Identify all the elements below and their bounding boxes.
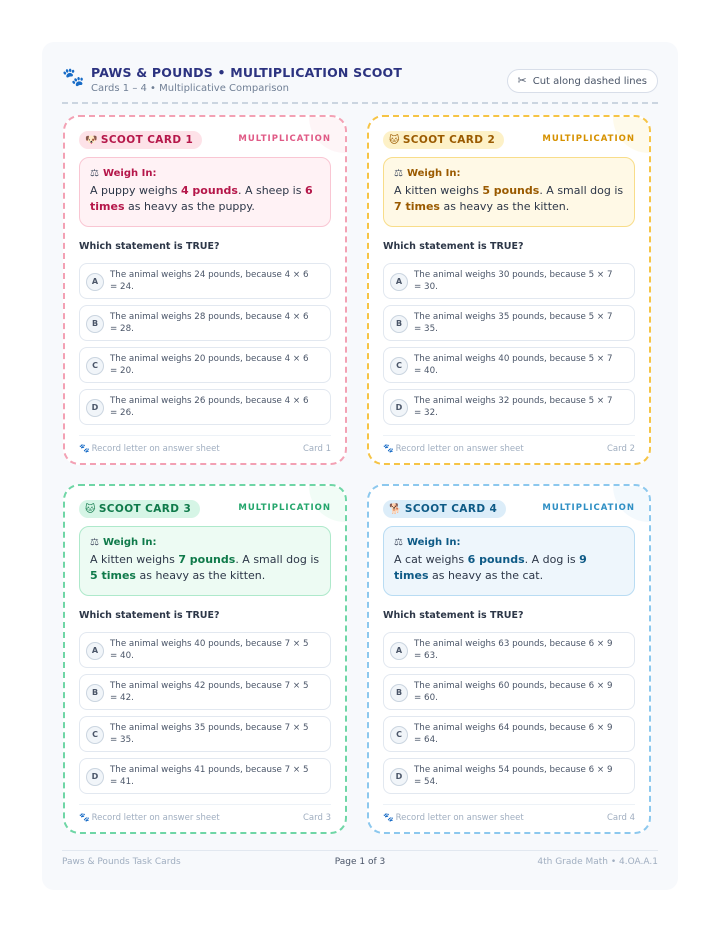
card-number: Card 1 — [303, 444, 331, 454]
option-text: The animal weighs 54 pounds, because 6 × 9 = 54. — [414, 765, 613, 787]
card-label-pill — [79, 131, 202, 149]
question-prompt: Which statement is TRUE? — [79, 610, 220, 621]
option-letter: C — [86, 726, 104, 744]
option-letter: A — [86, 642, 104, 660]
problem-text: . A small dog is — [539, 184, 624, 197]
answer-option-b[interactable] — [383, 305, 635, 341]
option-text: The animal weighs 26 pounds, because 4 × 6 = 26. — [110, 396, 309, 418]
answer-option-a[interactable] — [383, 632, 635, 668]
paw-prints-icon: 🐾 — [62, 67, 85, 88]
problem-text: as heavy as the kitten. — [135, 569, 266, 582]
card-number: Card 4 — [607, 813, 635, 823]
weigh-in-title — [90, 168, 320, 179]
problem-highlight: 6 pounds — [467, 553, 525, 566]
card-label: SCOOT CARD 2 — [402, 134, 496, 146]
option-letter: B — [390, 315, 408, 333]
card-type: MULTIPLICATION — [238, 503, 331, 513]
weigh-in-problem — [90, 183, 320, 215]
option-letter: C — [390, 726, 408, 744]
weigh-in-label: Weigh In: — [102, 537, 157, 548]
option-letter: A — [86, 273, 104, 291]
record-instruction — [79, 444, 220, 454]
weigh-in-label: Weigh In: — [406, 168, 461, 179]
answer-option-c[interactable] — [383, 716, 635, 752]
question-prompt: Which statement is TRUE? — [383, 610, 524, 621]
problem-text: A cat weighs — [394, 553, 468, 566]
record-instruction-text: Record letter on answer sheet — [395, 444, 524, 454]
answer-option-d[interactable] — [79, 389, 331, 425]
card-type: MULTIPLICATION — [542, 134, 635, 144]
option-text: The animal weighs 63 pounds, because 6 × 9 = 63. — [414, 639, 613, 661]
record-instruction-text: Record letter on answer sheet — [91, 444, 220, 454]
problem-text: A kitten weighs — [394, 184, 483, 197]
card-type: MULTIPLICATION — [238, 134, 331, 144]
weigh-in-box — [383, 526, 635, 596]
paw-icon: 🐾 — [383, 813, 394, 823]
worksheet-page — [42, 42, 678, 890]
problem-text: . A small dog is — [235, 553, 320, 566]
weigh-in-box — [383, 157, 635, 227]
header-divider — [62, 102, 658, 104]
option-text: The animal weighs 60 pounds, because 6 × 9 = 60. — [414, 681, 613, 703]
page-subtitle: Cards 1 – 4 • Multiplicative Comparison — [91, 83, 289, 94]
option-text: The animal weighs 28 pounds, because 4 × 6 = 28. — [110, 312, 309, 334]
page-number: Page 1 of 3 — [334, 857, 386, 867]
scoot-card-2 — [367, 115, 651, 465]
weigh-in-title — [394, 537, 624, 548]
option-text: The animal weighs 24 pounds, because 4 × 6 = 24. — [110, 270, 309, 292]
scale-icon: ⚖ — [394, 537, 403, 548]
card-label: SCOOT CARD 3 — [98, 503, 192, 515]
question-prompt: Which statement is TRUE? — [79, 241, 220, 252]
answer-option-a[interactable] — [383, 263, 635, 299]
answer-option-a[interactable] — [79, 632, 331, 668]
card-header — [79, 500, 331, 520]
option-text: The animal weighs 40 pounds, because 5 × 7 = 40. — [414, 354, 613, 376]
card-label-pill — [383, 131, 504, 149]
option-text: The animal weighs 41 pounds, because 7 × 5 = 41. — [110, 765, 309, 787]
weigh-in-title — [394, 168, 624, 179]
answer-option-d[interactable] — [383, 389, 635, 425]
option-letter: B — [86, 315, 104, 333]
answer-option-b[interactable] — [79, 674, 331, 710]
card-footer — [79, 804, 331, 827]
problem-highlight: 4 pounds — [180, 184, 238, 197]
scale-icon: ⚖ — [90, 168, 99, 179]
footer-standard: 4th Grade Math • 4.OA.A.1 — [537, 857, 658, 867]
card-number: Card 2 — [607, 444, 635, 454]
card-label: SCOOT CARD 1 — [100, 134, 194, 146]
option-text: The animal weighs 35 pounds, because 7 × 5 = 35. — [110, 723, 309, 745]
problem-text: . A sheep is — [237, 184, 305, 197]
paw-icon: 🐾 — [79, 813, 90, 823]
page-header — [62, 64, 658, 104]
scissors-icon: ✂ — [517, 74, 527, 87]
scale-icon: ⚖ — [394, 168, 403, 179]
option-text: The animal weighs 20 pounds, because 4 × 6 = 20. — [110, 354, 309, 376]
answer-option-d[interactable] — [79, 758, 331, 794]
pet-icon: 🐕 — [389, 504, 402, 515]
problem-text: as heavy as the kitten. — [439, 200, 570, 213]
footer-left-text: Paws & Pounds Task Cards — [62, 857, 181, 867]
question-prompt: Which statement is TRUE? — [383, 241, 524, 252]
record-instruction-text: Record letter on answer sheet — [395, 813, 524, 823]
option-text: The animal weighs 30 pounds, because 5 × 7 = 30. — [414, 270, 613, 292]
option-letter: A — [390, 642, 408, 660]
problem-highlight: 5 times — [90, 569, 136, 582]
weigh-in-box — [79, 526, 331, 596]
pet-icon: 🐱 — [85, 504, 96, 515]
scale-icon: ⚖ — [90, 537, 99, 548]
problem-text: A puppy weighs — [90, 184, 181, 197]
answer-option-c[interactable] — [79, 347, 331, 383]
problem-highlight: 6 times — [90, 184, 313, 213]
option-letter: D — [390, 399, 408, 417]
answer-option-c[interactable] — [79, 716, 331, 752]
weigh-in-title — [90, 537, 320, 548]
weigh-in-box — [79, 157, 331, 227]
answer-option-b[interactable] — [79, 305, 331, 341]
option-letter: D — [86, 399, 104, 417]
card-footer — [383, 435, 635, 458]
answer-option-d[interactable] — [383, 758, 635, 794]
record-instruction — [383, 444, 524, 454]
option-letter: D — [86, 768, 104, 786]
card-type: MULTIPLICATION — [542, 503, 635, 513]
problem-text: as heavy as the cat. — [428, 569, 544, 582]
record-instruction — [383, 813, 524, 823]
scoot-card-1 — [63, 115, 347, 465]
option-text: The animal weighs 64 pounds, because 6 × 9 = 64. — [414, 723, 613, 745]
card-header — [383, 500, 635, 520]
answer-option-a[interactable] — [79, 263, 331, 299]
option-letter: C — [390, 357, 408, 375]
weigh-in-problem — [394, 183, 624, 215]
scoot-card-3 — [63, 484, 347, 834]
option-text: The animal weighs 42 pounds, because 7 × 5 = 42. — [110, 681, 309, 703]
problem-text: . A dog is — [524, 553, 580, 566]
option-letter: B — [86, 684, 104, 702]
paw-icon: 🐾 — [383, 444, 394, 454]
problem-highlight: 9 times — [394, 553, 587, 582]
problem-text: as heavy as the puppy. — [124, 200, 255, 213]
card-label-pill — [383, 500, 506, 518]
card-label: SCOOT CARD 4 — [404, 503, 498, 515]
card-footer — [79, 435, 331, 458]
weigh-in-problem — [90, 552, 320, 584]
weigh-in-problem — [394, 552, 624, 584]
option-letter: D — [390, 768, 408, 786]
cut-label: Cut along dashed lines — [532, 76, 647, 87]
card-label-pill — [79, 500, 200, 518]
problem-highlight: 7 pounds — [178, 553, 236, 566]
problem-highlight: 7 times — [394, 200, 440, 213]
paw-icon: 🐾 — [79, 444, 90, 454]
cut-instructions-badge — [507, 69, 659, 93]
record-instruction — [79, 813, 220, 823]
option-text: The animal weighs 35 pounds, because 5 × 7 = 35. — [414, 312, 613, 334]
scoot-card-4 — [367, 484, 651, 834]
answer-option-b[interactable] — [383, 674, 635, 710]
page-title: PAWS & POUNDS • MULTIPLICATION SCOOT — [91, 65, 403, 80]
card-header — [383, 131, 635, 151]
page-footer — [62, 850, 658, 871]
record-instruction-text: Record letter on answer sheet — [91, 813, 220, 823]
problem-text: A kitten weighs — [90, 553, 179, 566]
problem-highlight: 5 pounds — [482, 184, 540, 197]
option-text: The animal weighs 40 pounds, because 7 × 5 = 40. — [110, 639, 309, 661]
answer-option-c[interactable] — [383, 347, 635, 383]
option-text: The animal weighs 32 pounds, because 5 × 7 = 32. — [414, 396, 613, 418]
card-header — [79, 131, 331, 151]
pet-icon: 🐶 — [85, 135, 98, 146]
option-letter: A — [390, 273, 408, 291]
option-letter: B — [390, 684, 408, 702]
weigh-in-label: Weigh In: — [406, 537, 461, 548]
card-number: Card 3 — [303, 813, 331, 823]
pet-icon: 🐱 — [389, 135, 400, 146]
card-footer — [383, 804, 635, 827]
weigh-in-label: Weigh In: — [102, 168, 157, 179]
option-letter: C — [86, 357, 104, 375]
